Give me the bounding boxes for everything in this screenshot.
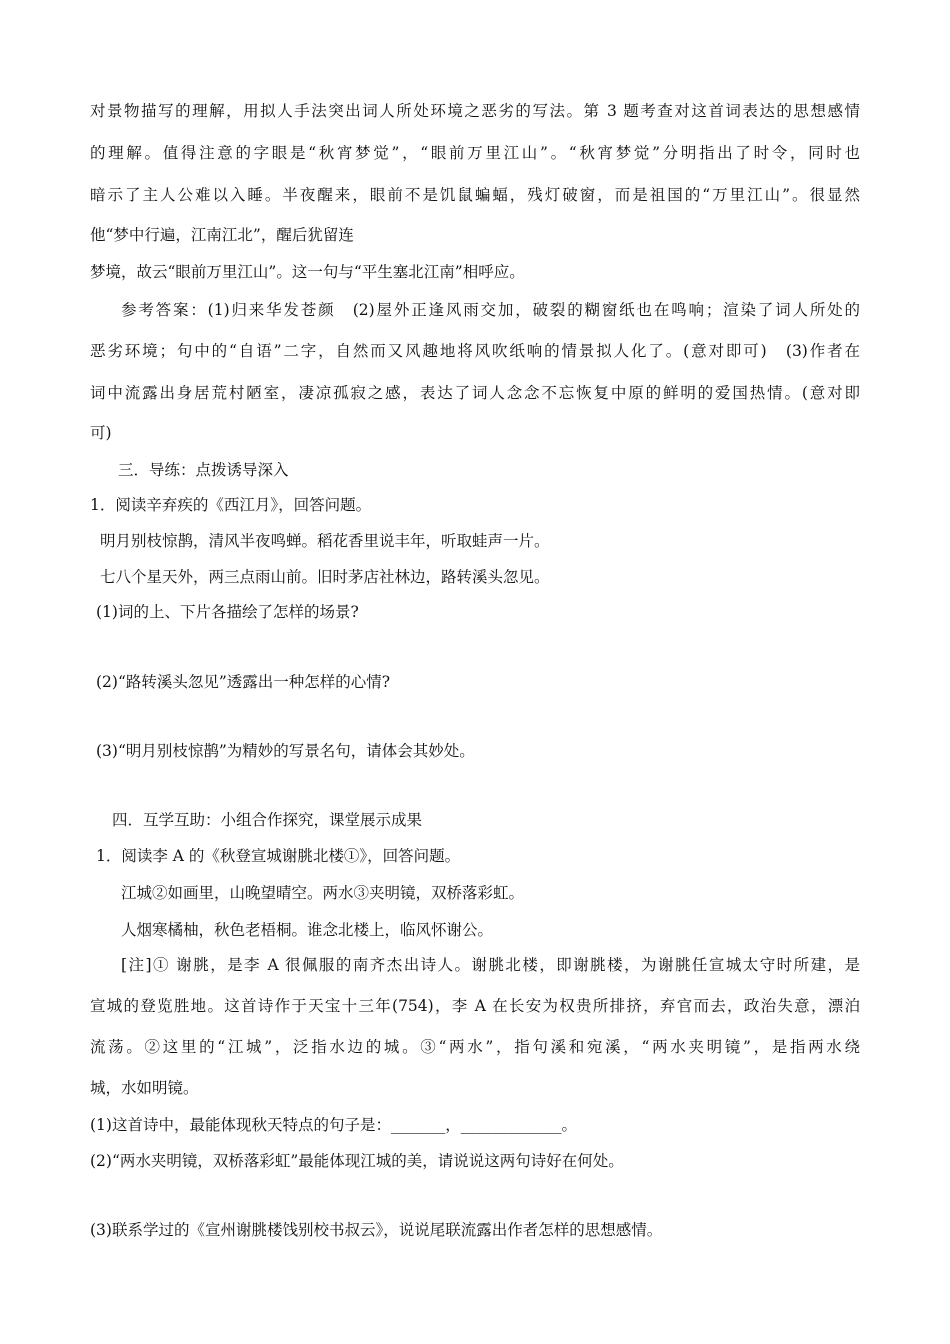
section-4-heading: 四．互学互助：小组合作探究，课堂展示成果 (112, 811, 423, 829)
answer-line-1: 参考答案：(1)归来华发苍颜 (2)屋外正逢风雨交加，破裂的糊窗纸也在鸣响；渲染了词人所处的 (121, 301, 860, 319)
paragraph-intro-line-5: 梦境，故云“眼前万里江山”。这一句与“平生塞北江南”相呼应。 (90, 263, 525, 281)
section-4-question-1: (1)这首诗中，最能体现秋天特点的句子是：_______，_____________。 (90, 1116, 577, 1134)
section-3-item-1: 1．阅读辛弃疾的《西江月》，回答问题。 (90, 496, 372, 514)
section-4-question-2: (2)“两水夹明镜，双桥落彩虹”最能体现江城的美，请说说这两句诗好在何处。 (90, 1152, 624, 1170)
paragraph-intro-line-2: 的理解。值得注意的字眼是“秋宵梦觉”，“眼前万里江山”。“秋宵梦觉”分明指出了时令，同时也 (90, 144, 860, 162)
note-line-1: [注]① 谢朓，是李 A 很佩服的南齐杰出诗人。谢朓北楼，即谢朓楼，为谢朓任宣城太守时所建，是 (121, 956, 860, 974)
answer-line-4: 可) (90, 424, 112, 442)
section-3-question-3: (3)“明月别枝惊鹊”为精妙的写景名句，请体会其妙处。 (96, 742, 475, 760)
section-3-question-2: (2)“路转溪头忽见”透露出一种怎样的心情? (96, 673, 391, 691)
section-4-poem-line-2: 人烟寒橘柚，秋色老梧桐。谁念北楼上，临风怀谢公。 (121, 921, 494, 939)
paragraph-intro-line-3: 暗示了主人公难以入睡。半夜醒来，眼前不是饥鼠蝙蝠，残灯破窗，而是祖国的“万里江山”。很显然 (90, 186, 860, 204)
paragraph-intro-line-1: 对景物描写的理解，用拟人手法突出词人所处环境之恶劣的写法。第 3 题考查对这首词表达的思想感情 (90, 102, 860, 120)
section-3-poem-line-1: 明月别枝惊鹊，清风半夜鸣蝉。稻花香里说丰年，听取蛙声一片。 (100, 532, 550, 550)
section-3-poem-line-2: 七八个星天外，两三点雨山前。旧时茅店社林边，路转溪头忽见。 (100, 568, 550, 586)
answer-line-3: 词中流露出身居荒村陋室，凄凉孤寂之感，表达了词人念念不忘恢复中原的鲜明的爱国热情。(意对即 (90, 384, 860, 402)
section-3-question-1: (1)词的上、下片各描绘了怎样的场景? (96, 603, 359, 621)
note-line-4: 城，水如明镜。 (90, 1079, 199, 1097)
section-4-question-3: (3)联系学过的《宣州谢朓楼饯别校书叔云》，说说尾联流露出作者怎样的思想感情。 (90, 1221, 663, 1239)
answer-line-2: 恶劣环境；句中的“自语”二字，自然而又风趣地将风吹纸响的情景拟人化了。(意对即可) (3)作者在 (90, 342, 860, 360)
section-4-item-1: 1．阅读李 A 的《秋登宣城谢朓北楼①》，回答问题。 (96, 847, 461, 865)
note-line-2: 宣城的登览胜地。这首诗作于天宝十三年(754)，李 A 在长安为权贵所排挤，弃官而去，政治失意，漂泊 (90, 997, 860, 1015)
section-4-poem-line-1: 江城②如画里，山晚望晴空。两水③夹明镜，双桥落彩虹。 (121, 884, 525, 902)
section-3-heading: 三．导练：点拨诱导深入 (118, 461, 289, 479)
note-line-3: 流荡。②这里的“江城”，泛指水边的城。③“两水”，指句溪和宛溪，“两水夹明镜”，是指两水绕 (90, 1038, 860, 1056)
paragraph-intro-line-4: 他“梦中行遍，江南江北”，醒后犹留连 (90, 226, 354, 244)
